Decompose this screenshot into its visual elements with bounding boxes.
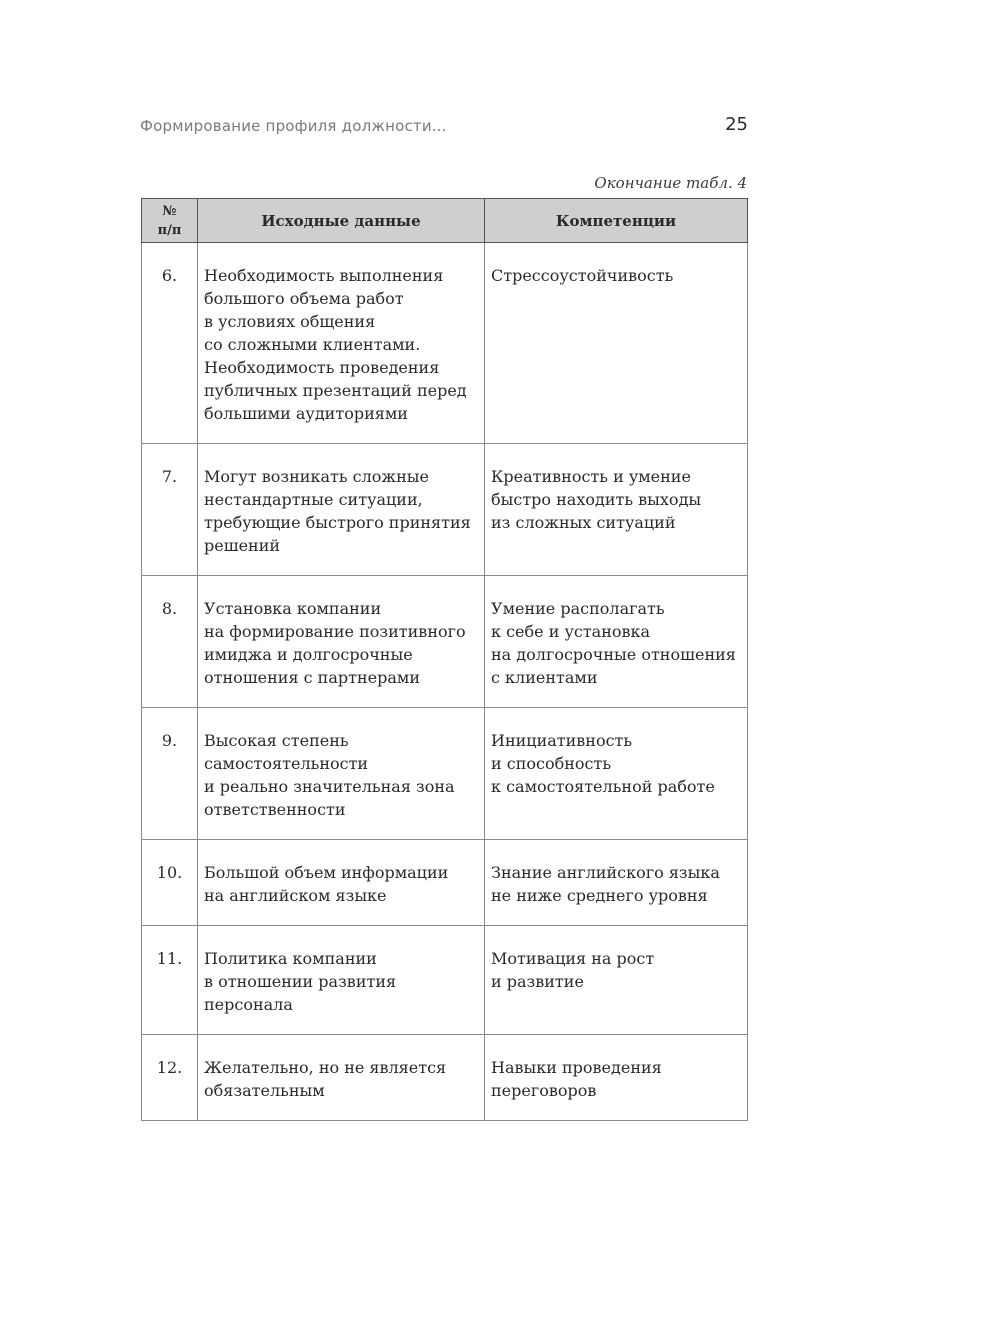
competency-cell xyxy=(485,708,748,840)
source-cell xyxy=(198,708,485,840)
text-line: со сложными клиентами. xyxy=(204,335,421,354)
number-abbrev: п/п xyxy=(157,222,182,238)
text-line: Креативность и умение xyxy=(491,467,691,486)
text-line: Желательно, но не является xyxy=(204,1058,447,1077)
text-line: из сложных ситуаций xyxy=(491,513,676,532)
page-number: 25 xyxy=(725,114,748,135)
text-line: ответственности xyxy=(204,800,346,819)
row-number: 7. xyxy=(142,444,198,576)
text-line: не ниже среднего уровня xyxy=(491,886,708,905)
text-line: в отношении развития xyxy=(204,972,397,991)
text-line: быстро находить выходы xyxy=(491,490,702,509)
text-line: на формирование позитивного xyxy=(204,622,466,641)
text-line: Высокая степень xyxy=(204,731,349,750)
text-line: большого объема работ xyxy=(204,289,404,308)
table-row xyxy=(142,840,748,926)
source-cell xyxy=(198,444,485,576)
text-line: Большой объем информации xyxy=(204,863,449,882)
number-sign: № xyxy=(162,203,177,219)
competency-cell xyxy=(485,1035,748,1121)
row-number: 9. xyxy=(142,708,198,840)
table-row xyxy=(142,444,748,576)
text-line: Навыки проведения xyxy=(491,1058,662,1077)
text-line: публичных презентаций перед xyxy=(204,381,467,400)
text-line: на английском языке xyxy=(204,886,387,905)
text-line: на долгосрочные отношения xyxy=(491,645,736,664)
text-line: персонала xyxy=(204,995,293,1014)
row-number: 6. xyxy=(142,243,198,444)
table-caption: Окончание табл. 4 xyxy=(594,174,747,192)
source-cell xyxy=(198,576,485,708)
competency-cell xyxy=(485,926,748,1035)
text-line: Знание английского языка xyxy=(491,863,720,882)
text-line: Необходимость проведения xyxy=(204,358,440,377)
table-row xyxy=(142,926,748,1035)
text-line: Мотивация на рост xyxy=(491,949,655,968)
text-line: Установка компании xyxy=(204,599,382,618)
text-line: и реально значительная зона xyxy=(204,777,455,796)
column-header-number xyxy=(142,199,198,243)
source-cell xyxy=(198,840,485,926)
text-line: Умение располагать xyxy=(491,599,665,618)
text-line: Стрессоустойчивость xyxy=(491,266,674,285)
column-header-competencies: Компетенции xyxy=(485,199,748,243)
source-cell xyxy=(198,243,485,444)
text-line: к самостоятельной работе xyxy=(491,777,715,796)
text-line: переговоров xyxy=(491,1081,597,1100)
text-line: и способность xyxy=(491,754,612,773)
table-header-row xyxy=(142,199,748,243)
text-line: Инициативность xyxy=(491,731,633,750)
text-line: отношения с партнерами xyxy=(204,668,420,687)
row-number: 11. xyxy=(142,926,198,1035)
text-line: решений xyxy=(204,536,281,555)
text-line: к себе и установка xyxy=(491,622,651,641)
text-line: самостоятельности xyxy=(204,754,369,773)
text-line: требующие быстрого принятия xyxy=(204,513,471,532)
competency-cell xyxy=(485,576,748,708)
text-line: большими аудиториями xyxy=(204,404,408,423)
text-line: Необходимость выполнения xyxy=(204,266,444,285)
text-line: с клиентами xyxy=(491,668,598,687)
competency-cell xyxy=(485,243,748,444)
text-line: и развитие xyxy=(491,972,584,991)
text-line: Могут возникать сложные xyxy=(204,467,429,486)
text-line: имиджа и долгосрочные xyxy=(204,645,413,664)
running-header xyxy=(140,114,748,140)
competency-cell xyxy=(485,840,748,926)
competency-cell xyxy=(485,444,748,576)
source-cell xyxy=(198,1035,485,1121)
text-line: нестандартные ситуации, xyxy=(204,490,423,509)
row-number: 12. xyxy=(142,1035,198,1121)
table-row xyxy=(142,1035,748,1121)
text-line: обязательным xyxy=(204,1081,325,1100)
table-row xyxy=(142,243,748,444)
text-line: Политика компании xyxy=(204,949,377,968)
running-title: Формирование профиля должности... xyxy=(140,117,447,135)
competency-table xyxy=(141,198,748,1121)
source-cell xyxy=(198,926,485,1035)
table-row xyxy=(142,708,748,840)
row-number: 8. xyxy=(142,576,198,708)
row-number: 10. xyxy=(142,840,198,926)
text-line: в условиях общения xyxy=(204,312,376,331)
table-row xyxy=(142,576,748,708)
column-header-source: Исходные данные xyxy=(198,199,485,243)
